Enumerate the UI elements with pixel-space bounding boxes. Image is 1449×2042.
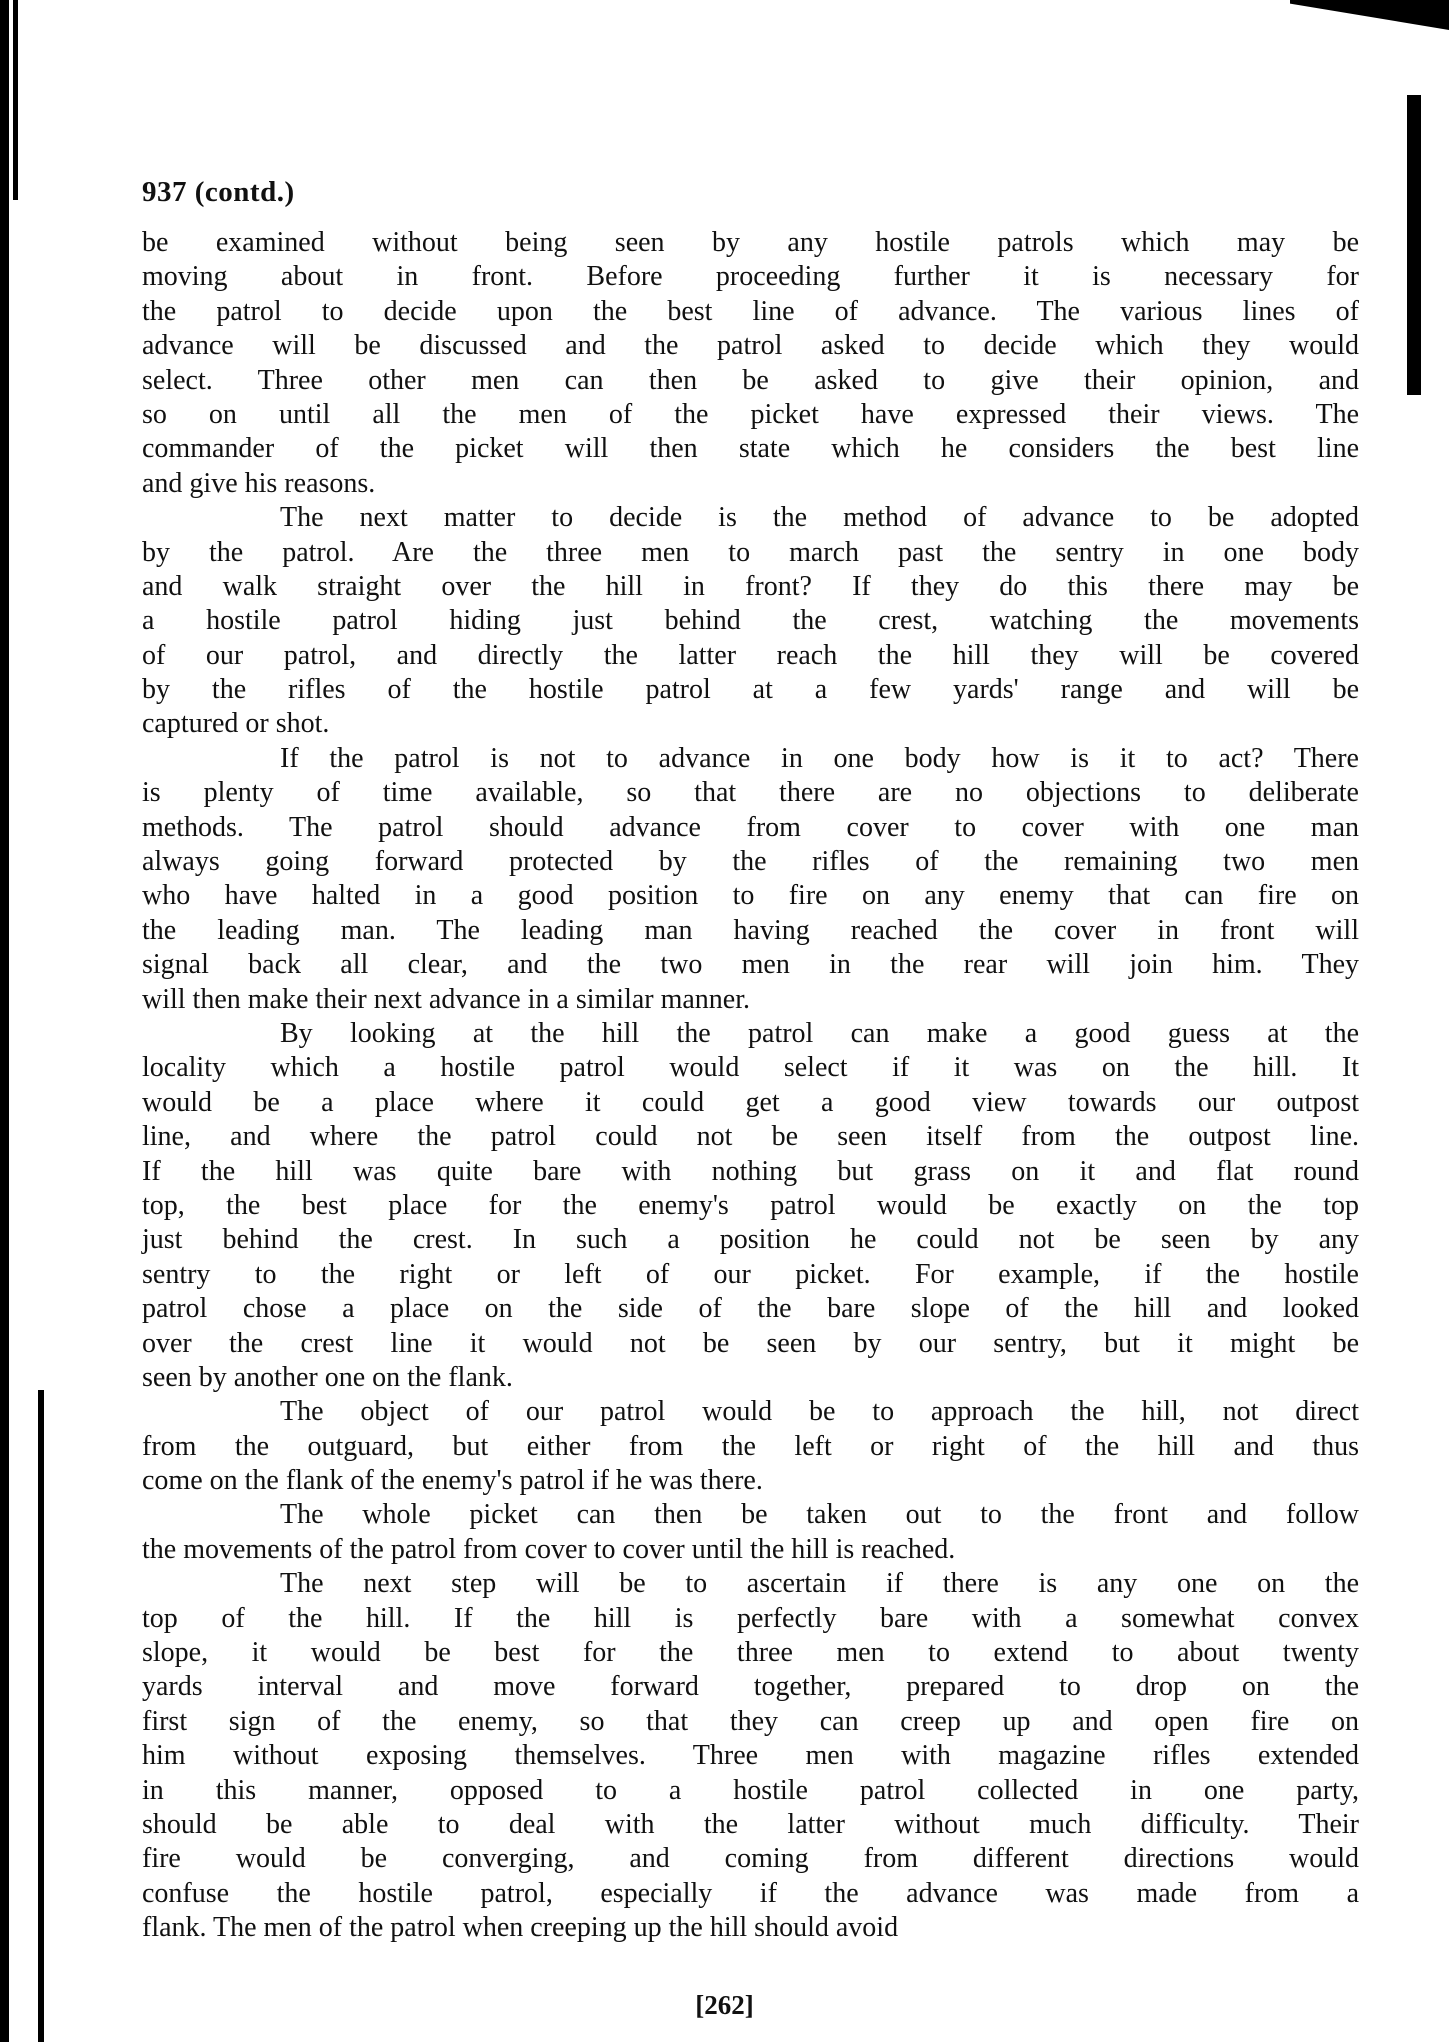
text-line: patrol chose a place on the side of the bare slope of the hill and looked (142, 1293, 1359, 1325)
paragraph (142, 1498, 1359, 1567)
text-line: By looking at the hill the patrol can make a good guess at the (280, 1017, 1359, 1049)
scan-corner-top-right (1290, 0, 1449, 30)
text-line: commander of the picket will then state which he considers the best line (142, 433, 1359, 465)
text-line: the movements of the patrol from cover to cover until the hill is reached. (142, 1533, 956, 1565)
text-line: The whole picket can then be taken out to the front and follow (280, 1499, 1359, 1531)
text-line: always going forward protected by the rifles of the remaining two men (142, 846, 1359, 878)
text-line: select. Three other men can then be asked to give their opinion, and (142, 364, 1359, 396)
text-line: him without exposing themselves. Three men with magazine rifles extended (142, 1740, 1359, 1772)
text-line: and give his reasons. (142, 467, 376, 499)
text-line: captured or shot. (142, 708, 330, 740)
text-line: slope, it would be best for the three men to extend to about twenty (142, 1637, 1359, 1669)
text-line: methods. The patrol should advance from cover to cover with one man (142, 811, 1359, 843)
text-line: be examined without being seen by any hostile patrols which may be (142, 227, 1359, 258)
text-line: The next matter to decide is the method of advance to be adopted (280, 502, 1359, 534)
text-line: just behind the crest. In such a position he could not be seen by any (142, 1224, 1359, 1256)
text-line: a hostile patrol hiding just behind the crest, watching the movements (142, 605, 1359, 637)
scan-edge-left (0, 0, 9, 2042)
text-line: line, and where the patrol could not be seen itself from the outpost line. (142, 1121, 1359, 1153)
section-heading: 937 (contd.) (142, 176, 295, 208)
text-line: sentry to the right or left of our picket. For example, if the hostile (142, 1258, 1359, 1290)
text-line: the patrol to decide upon the best line of advance. The various lines of (142, 295, 1359, 327)
text-line: in this manner, opposed to a hostile patrol collected in one party, (142, 1774, 1359, 1806)
paragraph (142, 501, 1359, 742)
text-line: so on until all the men of the picket have expressed their views. The (142, 398, 1359, 430)
text-line: from the outguard, but either from the left or right of the hill and thus (142, 1430, 1359, 1462)
paragraph (142, 1017, 1359, 1395)
text-line: confuse the hostile patrol, especially if the advance was made from a (142, 1877, 1359, 1909)
text-line: fire would be converging, and coming from different directions would (142, 1843, 1359, 1875)
text-line: by the rifles of the hostile patrol at a few yards' range and will be (142, 674, 1359, 706)
text-line: who have halted in a good position to fire on any enemy that can fire on (142, 880, 1359, 912)
scan-edge-right (1407, 95, 1421, 395)
text-line: yards interval and move forward together, prepared to drop on the (142, 1671, 1359, 1703)
text-line: signal back all clear, and the two men in the rear will join him. They (142, 949, 1359, 981)
page-number: [262] (695, 1990, 754, 2020)
text-line: by the patrol. Are the three men to march past the sentry in one body (142, 536, 1359, 568)
text-line: The next step will be to ascertain if there is any one on the (280, 1568, 1359, 1600)
text-line: seen by another one on the flank. (142, 1361, 513, 1393)
text-line: should be able to deal with the latter without much difficulty. Their (142, 1808, 1359, 1840)
text-line: come on the flank of the enemy's patrol if he was there. (142, 1465, 763, 1497)
body-text (142, 226, 1359, 1946)
paragraph (142, 1395, 1359, 1498)
scan-edge-left-inner (13, 0, 18, 200)
paragraph (142, 742, 1359, 1017)
text-line: If the patrol is not to advance in one body how is it to act? There (280, 742, 1359, 774)
text-line: flank. The men of the patrol when creeping up the hill should avoid (142, 1912, 899, 1944)
text-line: would be a place where it could get a good view towards our outpost (142, 1086, 1359, 1118)
text-line: advance will be discussed and the patrol asked to decide which they would (142, 330, 1359, 362)
text-line: locality which a hostile patrol would select if it was on the hill. It (142, 1052, 1359, 1084)
text-line: is plenty of time available, so that there are no objections to deliberate (142, 777, 1359, 809)
paragraph (142, 226, 1359, 501)
text-line: If the hill was quite bare with nothing but grass on it and flat round (142, 1155, 1359, 1187)
text-line: over the crest line it would not be seen by our sentry, but it might be (142, 1327, 1359, 1359)
text-line: first sign of the enemy, so that they can creep up and open fire on (142, 1705, 1359, 1737)
text-line: top of the hill. If the hill is perfectly bare with a somewhat convex (142, 1602, 1359, 1634)
scan-edge-left-lower (38, 1390, 44, 2042)
text-line: moving about in front. Before proceeding further it is necessary for (142, 261, 1359, 293)
text-line: will then make their next advance in a similar manner. (142, 983, 751, 1015)
paragraph (142, 1567, 1359, 1945)
text-line: The object of our patrol would be to approach the hill, not direct (280, 1396, 1359, 1428)
text-line: top, the best place for the enemy's patrol would be exactly on the top (142, 1189, 1359, 1221)
text-line: and walk straight over the hill in front? If they do this there may be (142, 570, 1359, 602)
text-line: the leading man. The leading man having reached the cover in front will (142, 914, 1359, 946)
text-line: of our patrol, and directly the latter reach the hill they will be covered (142, 639, 1359, 671)
